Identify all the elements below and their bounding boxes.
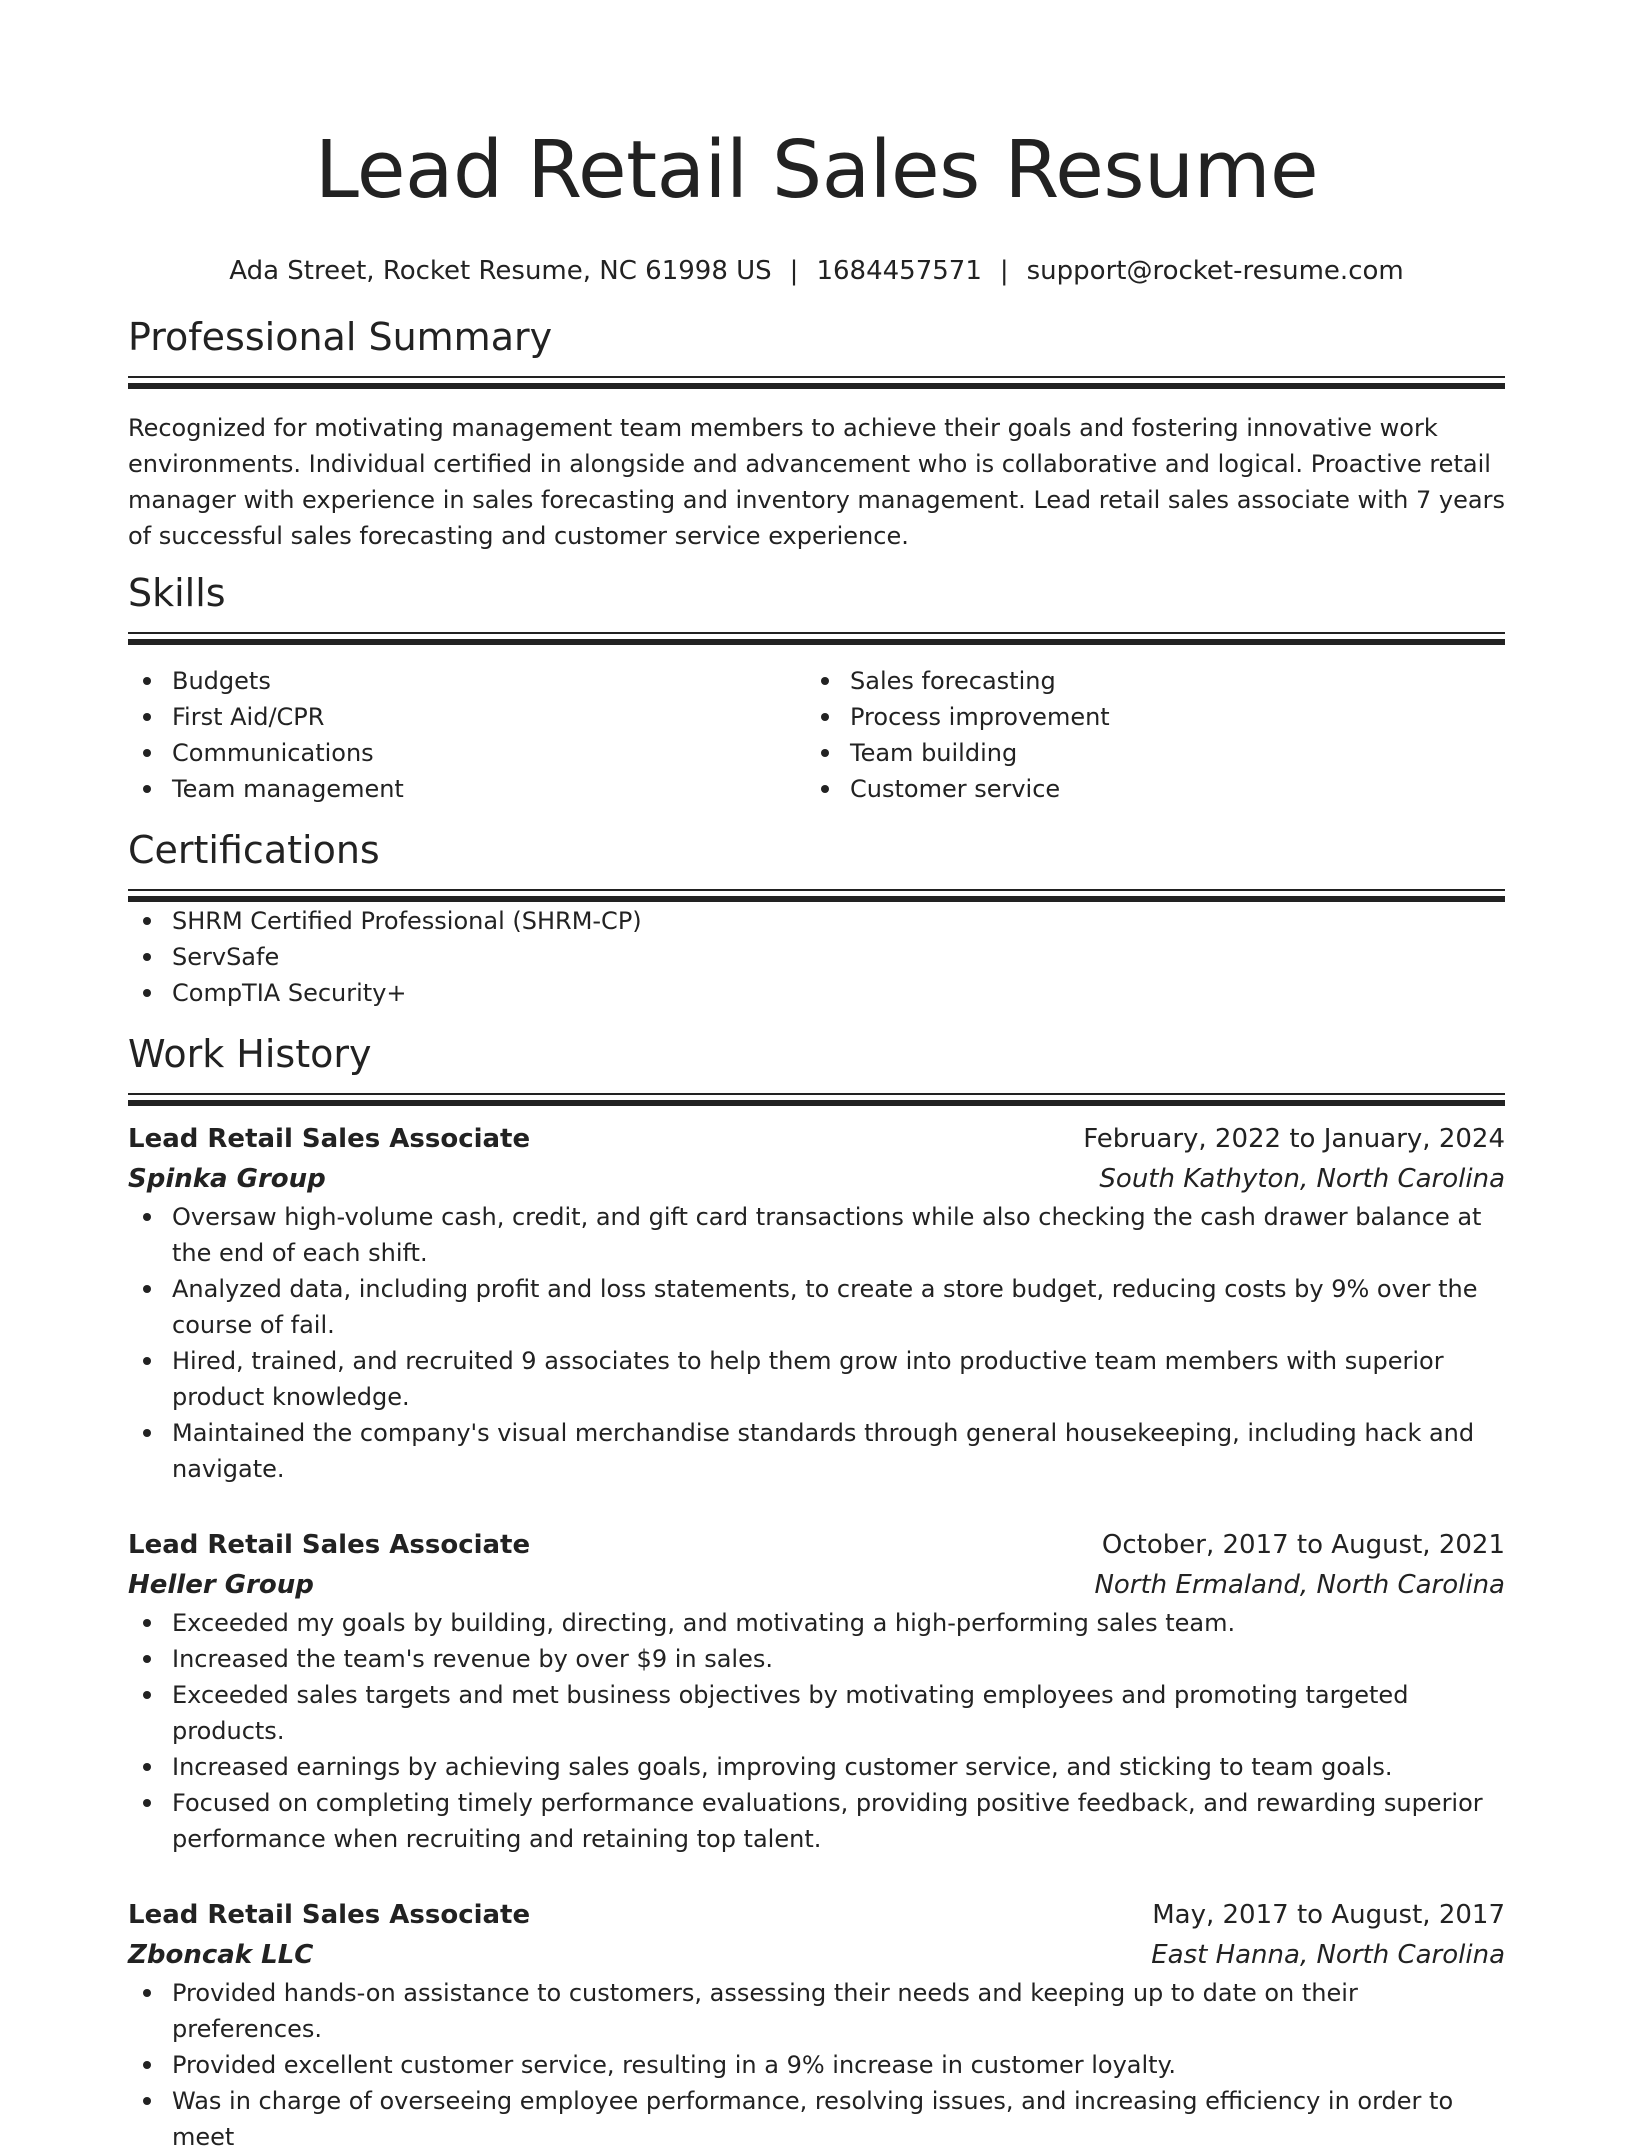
section-divider: [128, 632, 1505, 646]
job-bullet: Increased earnings by achieving sales goals, improving customer service, and sticking to team goals.: [128, 1749, 1505, 1785]
certifications-section: [128, 825, 1505, 1011]
skill-item: Budgets: [128, 663, 806, 699]
certification-item: ServSafe: [128, 939, 1505, 975]
job-bullet: Focused on completing timely performance evaluations, providing positive feedback, and rewarding superior performance when recruiting and retaining top talent.: [128, 1785, 1505, 1857]
job-title: Lead Retail Sales Associate: [128, 1900, 531, 1930]
certification-item: SHRM Certified Professional (SHRM-CP): [128, 903, 1505, 939]
skill-item: Communications: [128, 735, 806, 771]
skill-item: Sales forecasting: [806, 663, 1484, 699]
job-subheader: [128, 1935, 1505, 1975]
skill-item: Process improvement: [806, 699, 1484, 735]
skills-column-right: [806, 663, 1484, 807]
section-divider: [128, 376, 1505, 390]
job-dates: February, 2022 to January, 2024: [1083, 1124, 1505, 1154]
summary-section: [128, 312, 1505, 554]
summary-text: Recognized for motivating management team members to achieve their goals and fostering innovative work environments. Individual certified in alongside and advancement who is collaborative and logical. Proactive retail manager with experience in sales forecasting and inventory management. Lead retail sales associate with 7 years of successful sales forecasting and customer service experience.: [128, 414, 1505, 550]
contact-separator: |: [999, 256, 1009, 286]
job-header: [128, 1895, 1505, 1935]
section-heading-skills: Skills: [128, 571, 226, 615]
job-bullet: Was in charge of overseeing employee performance, resolving issues, and increasing efficiency in order to meet: [128, 2083, 1505, 2155]
job-title: Lead Retail Sales Associate: [128, 1530, 531, 1560]
skills-column-left: [128, 663, 806, 807]
resume-page: [128, 0, 1505, 2155]
certifications-list: [128, 903, 1505, 1011]
job-header: [128, 1119, 1505, 1159]
job-dates: May, 2017 to August, 2017: [1152, 1900, 1505, 1930]
skill-item: Team building: [806, 735, 1484, 771]
job-company: Zboncak LLC: [128, 1940, 314, 1970]
job-entry: [128, 1525, 1505, 1857]
job-entry: [128, 1895, 1505, 2155]
job-header: [128, 1525, 1505, 1565]
job-bullet-list: [128, 1975, 1505, 2155]
job-bullet-list: [128, 1605, 1505, 1857]
contact-email: support@rocket-resume.com: [1026, 256, 1404, 286]
contact-line: [128, 254, 1505, 288]
work-history-section: [128, 1029, 1505, 2155]
job-subheader: [128, 1565, 1505, 1605]
job-bullet: Exceeded my goals by building, directing, and motivating a high-performing sales team.: [128, 1605, 1505, 1641]
job-location: East Hanna, North Carolina: [1151, 1940, 1505, 1970]
job-title: Lead Retail Sales Associate: [128, 1124, 531, 1154]
job-bullet: Oversaw high-volume cash, credit, and gift card transactions while also checking the cash drawer balance at the end of each shift.: [128, 1199, 1505, 1271]
section-divider: [128, 889, 1505, 903]
certification-item: CompTIA Security+: [128, 975, 1505, 1011]
skills-section: [128, 568, 1505, 807]
skill-item: Customer service: [806, 771, 1484, 807]
resume-title: Lead Retail Sales Resume: [314, 124, 1319, 216]
section-heading-certifications: Certifications: [128, 828, 380, 872]
job-bullet: Increased the team's revenue by over $9 in sales.: [128, 1641, 1505, 1677]
job-bullet: Provided hands-on assistance to customers, assessing their needs and keeping up to date on their preferences.: [128, 1975, 1505, 2047]
job-dates: October, 2017 to August, 2021: [1101, 1530, 1505, 1560]
contact-address: Ada Street, Rocket Resume, NC 61998 US: [229, 256, 772, 286]
contact-separator: |: [789, 256, 799, 286]
section-divider: [128, 1093, 1505, 1107]
section-heading-work-history: Work History: [128, 1032, 372, 1076]
job-location: South Kathyton, North Carolina: [1099, 1164, 1505, 1194]
job-bullet: Exceeded sales targets and met business objectives by motivating employees and promoting targeted products.: [128, 1677, 1505, 1749]
job-subheader: [128, 1159, 1505, 1199]
job-bullet: Analyzed data, including profit and loss statements, to create a store budget, reducing costs by 9% over the course of fail.: [128, 1271, 1505, 1343]
job-bullet: Provided excellent customer service, resulting in a 9% increase in customer loyalty.: [128, 2047, 1505, 2083]
job-company: Heller Group: [128, 1570, 314, 1600]
skill-item: Team management: [128, 771, 806, 807]
job-list: [128, 1119, 1505, 2155]
job-bullet: Hired, trained, and recruited 9 associates to help them grow into productive team members with superior product knowledge.: [128, 1343, 1505, 1415]
job-location: North Ermaland, North Carolina: [1094, 1570, 1505, 1600]
job-bullet-list: [128, 1199, 1505, 1487]
job-bullet: Maintained the company's visual merchandise standards through general housekeeping, including hack and navigate.: [128, 1415, 1505, 1487]
contact-phone: 1684457571: [816, 256, 982, 286]
job-company: Spinka Group: [128, 1164, 326, 1194]
skills-grid: [128, 663, 1505, 807]
section-heading-summary: Professional Summary: [128, 315, 553, 359]
skill-item: First Aid/CPR: [128, 699, 806, 735]
job-entry: [128, 1119, 1505, 1487]
